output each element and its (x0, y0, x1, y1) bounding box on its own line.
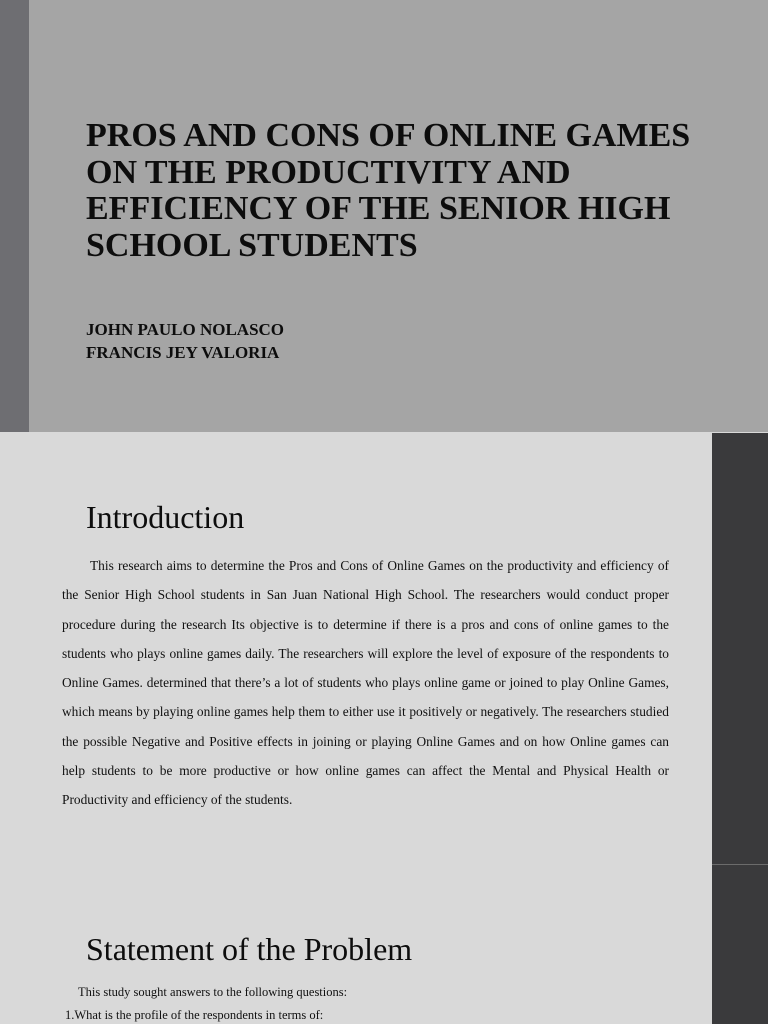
title-slide (0, 0, 768, 432)
question-item: 1.What is the profile of the respondents in terms of: (65, 1008, 324, 1022)
author-name: FRANCIS JEY VALORIA (86, 343, 280, 362)
right-accent-band (712, 433, 768, 865)
problem-intro-text: This study sought answers to the following questions: (78, 985, 348, 999)
right-accent-band (712, 865, 768, 1024)
introduction-heading: Introduction (86, 499, 245, 535)
problem-statement-heading: Statement of the Problem (86, 931, 413, 967)
author-name: JOHN PAULO NOLASCO (86, 320, 285, 339)
introduction-slide (0, 433, 768, 865)
document-title: PROS AND CONS OF ONLINE GAMES ON THE PRODUCTIVITY AND EFFICIENCY OF THE SENIOR HIGH SCHOOL STUDENTS (86, 117, 691, 264)
author-list (86, 318, 686, 364)
problem-statement-slide (0, 865, 768, 1024)
introduction-paragraph: This research aims to determine the Pros and Cons of Online Games on the productivity and efficiency of the Senior High School students in San Juan National High School. The researchers would conduct proper procedure during the research Its objective is to determine if there is a pros and cons of online games to the students who plays online games daily. The researchers will explore the level of exposure of the respondents to Online Games. determined that there’s a lot of students who plays online game or joined to play Online Games, which means by playing online games help them to either use it positively or negatively. The researchers studied the possible Negative and Positive effects in joining or playing Online Games and on how Online games can help students to be more productive or how online games can affect the Mental and Physical Health or Productivity and efficiency of the students. (62, 558, 669, 808)
left-accent-band (0, 0, 29, 432)
